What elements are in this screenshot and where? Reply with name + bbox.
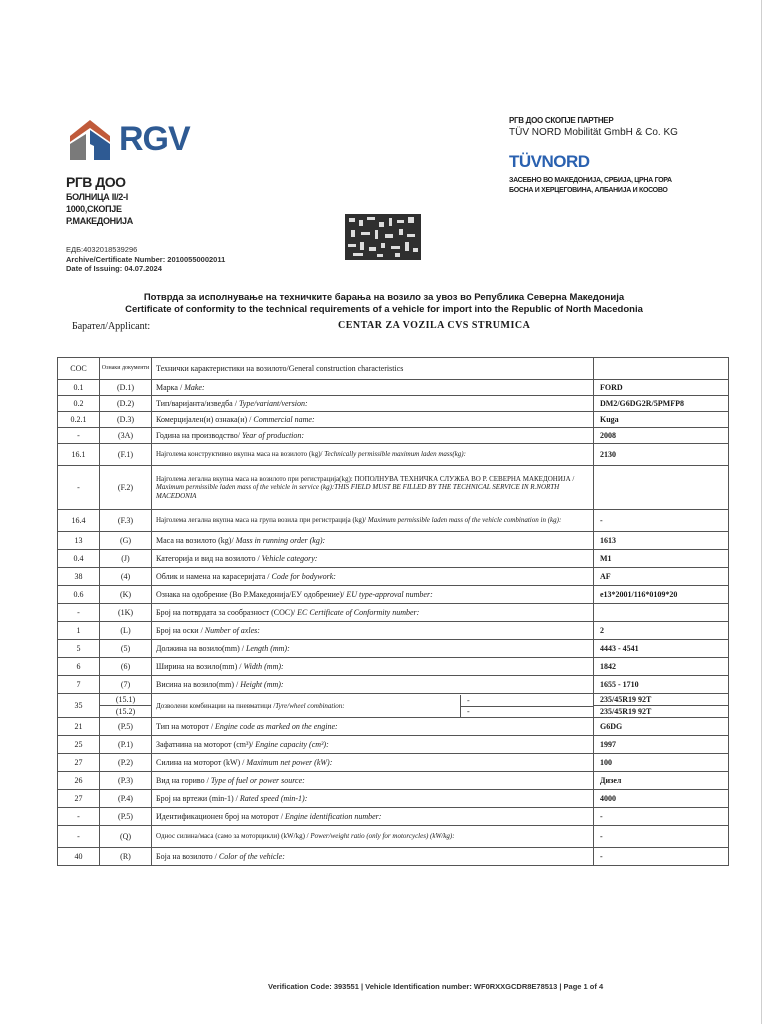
row-description-mk: Должина на возило(mm) / bbox=[156, 643, 246, 653]
row-description-en: Width (mm): bbox=[243, 661, 284, 671]
row-description-mk: Марка / bbox=[156, 382, 185, 392]
row-coc: 7 bbox=[58, 676, 100, 694]
row-description-mk: Боја на возилото / bbox=[156, 851, 219, 861]
row-description bbox=[152, 428, 594, 444]
table-row bbox=[58, 622, 729, 640]
row-coc: 0.2.1 bbox=[58, 412, 100, 428]
table-row bbox=[58, 550, 729, 568]
row-value: G6DG bbox=[594, 718, 729, 736]
table-row bbox=[58, 412, 729, 428]
row-code: (Q) bbox=[100, 826, 152, 848]
row-coc: - bbox=[58, 826, 100, 848]
row-description bbox=[152, 444, 594, 466]
row-value: 4000 bbox=[594, 790, 729, 808]
row-description-mk: Зафатнина на моторот (cm³)/ bbox=[156, 739, 256, 749]
row-description bbox=[152, 772, 594, 790]
row-description-en: Maximum permissible laden mass of the vehicle combination in (kg): bbox=[367, 516, 562, 525]
issuer-address-line: 1000,СКОПЈЕ bbox=[66, 204, 122, 214]
row-code: (P.3) bbox=[100, 772, 152, 790]
row-description-en: Height (mm): bbox=[240, 679, 284, 689]
row-description-en: EC Certificate of Conformity number: bbox=[297, 607, 420, 617]
table-row bbox=[58, 568, 729, 586]
archive-label: Archive/Certificate Number: bbox=[66, 254, 166, 264]
row-description bbox=[152, 380, 594, 396]
row-coc: 0.1 bbox=[58, 380, 100, 396]
applicant-value: CENTAR ZA VOZILA CVS STRUMICA bbox=[338, 320, 531, 331]
row-value: 2130 bbox=[594, 444, 729, 466]
row-code: (P.5) bbox=[100, 718, 152, 736]
row-description-mk: Комерцијален(и) ознака(и) / bbox=[156, 414, 254, 424]
row-coc: 35 bbox=[58, 694, 100, 718]
row-description-mk: Ознака на одобрение (Во Р.Македонија/ЕУ одобрение)/ bbox=[156, 589, 347, 599]
table-row bbox=[58, 380, 729, 396]
row-coc: 5 bbox=[58, 640, 100, 658]
row-coc: 13 bbox=[58, 532, 100, 550]
row-description-mk: Категорија и вид на возилото / bbox=[156, 553, 262, 563]
certificate-title-mk: Потврда за исполнување на техничките барања на возило за увоз во Република Северна Македонија bbox=[143, 292, 625, 303]
table-row bbox=[58, 848, 729, 866]
table-row bbox=[58, 640, 729, 658]
row-coc: 25 bbox=[58, 736, 100, 754]
certificate-title-en: Certificate of conformity to the technical requirements of a vehicle for import into the Republic of North Macedonia bbox=[125, 304, 643, 315]
row-description-mk: Однос силина/маса (само за моторцикли) (kW/kg) / bbox=[156, 832, 311, 841]
issuer-name: РГВ ДОО bbox=[66, 174, 126, 190]
row-description-en: Make: bbox=[184, 382, 205, 392]
table-row bbox=[58, 466, 729, 510]
issue-date-label: Date of Issuing: bbox=[66, 264, 123, 273]
row-description bbox=[152, 510, 594, 532]
issue-date: 04.07.2024 bbox=[124, 264, 162, 273]
row-description-mk: Најголема легална вкупна маса на група возила при регистрација (kg)/ bbox=[156, 516, 368, 525]
row-code: (3A) bbox=[100, 428, 152, 444]
row-coc: 0.6 bbox=[58, 586, 100, 604]
row-value: - bbox=[594, 808, 729, 826]
tuv-line3: ЗАСЕБНО ВО МАКЕДОНИЈА, СРБИЈА, ЦРНА ГОРА bbox=[509, 177, 672, 184]
row-value: 2008 bbox=[594, 428, 729, 444]
row-code: (K) bbox=[100, 586, 152, 604]
row-coc: 0.2 bbox=[58, 396, 100, 412]
row-description-en: Number of axles: bbox=[204, 625, 260, 635]
row-description bbox=[152, 676, 594, 694]
row-coc: 16.4 bbox=[58, 510, 100, 532]
row-value: 1655 - 1710 bbox=[594, 676, 729, 694]
row-code: (J) bbox=[100, 550, 152, 568]
row-description bbox=[152, 790, 594, 808]
row-code: (4) bbox=[100, 568, 152, 586]
table-row bbox=[58, 510, 729, 532]
applicant-label: Барател/Applicant: bbox=[72, 321, 151, 332]
header-value bbox=[594, 358, 729, 380]
qr-code bbox=[345, 214, 421, 260]
row-description bbox=[152, 466, 594, 510]
row-code: (F.2) bbox=[100, 466, 152, 510]
row-description-mk: Број на вртежи (min-1) / bbox=[156, 793, 240, 803]
row-value: 1997 bbox=[594, 736, 729, 754]
row-description-mk: Најголема конструктивно вкупна маса на возилото (kg)/ bbox=[156, 450, 325, 459]
row-value: 4443 - 4541 bbox=[594, 640, 729, 658]
table-row-tyres bbox=[58, 694, 729, 706]
row-description bbox=[152, 550, 594, 568]
row-description-en: Technically permissible maximum laden mass(kg): bbox=[324, 450, 466, 459]
row-description bbox=[152, 604, 594, 622]
rgv-logo-text: RGV bbox=[119, 120, 190, 158]
row-value: DM2/G6DG2R/5PMFP8 bbox=[594, 396, 729, 412]
row-description-en: Type/variant/version: bbox=[238, 398, 308, 408]
tyre-dash: - bbox=[467, 706, 470, 716]
row-description bbox=[152, 412, 594, 428]
row-description-en: Maximum permissible laden mass of the vehicle in service (kg):THIS FIELD MUST BE FILLED BY THE TECHNICAL SERVICE IN R.NORTH MACEDONIA bbox=[156, 483, 560, 500]
header-coc: COC bbox=[58, 358, 100, 380]
row-description bbox=[152, 736, 594, 754]
row-value: - bbox=[594, 848, 729, 866]
row-code: (F.1) bbox=[100, 444, 152, 466]
row-code: (15.1) bbox=[100, 694, 152, 706]
row-value: M1 bbox=[594, 550, 729, 568]
row-description bbox=[152, 568, 594, 586]
row-description-en: Maximum net power (kW): bbox=[246, 757, 333, 767]
row-value: 1613 bbox=[594, 532, 729, 550]
row-description-en: Engine code as marked on the engine: bbox=[215, 721, 338, 731]
row-description bbox=[152, 622, 594, 640]
tuv-nord-logo: TÜVNORD bbox=[509, 152, 590, 171]
row-description bbox=[152, 808, 594, 826]
row-code: (G) bbox=[100, 532, 152, 550]
table-row bbox=[58, 676, 729, 694]
row-description-en: Power/weight ratio (only for motorcycles) (kW/kg): bbox=[310, 832, 455, 841]
verification-footer: Verification Code: 393551 | Vehicle Identification number: WF0RXXGCDR8E78513 | Page 1 of 4 bbox=[268, 982, 604, 991]
issuer-address bbox=[66, 174, 133, 227]
row-description bbox=[152, 640, 594, 658]
table-row bbox=[58, 444, 729, 466]
certificate-meta bbox=[66, 245, 225, 274]
row-coc: - bbox=[58, 428, 100, 444]
row-value: e13*2001/116*0109*20 bbox=[594, 586, 729, 604]
row-value: Дизел bbox=[594, 772, 729, 790]
row-value: AF bbox=[594, 568, 729, 586]
tyre-dash: - bbox=[461, 695, 593, 707]
row-value: FORD bbox=[594, 380, 729, 396]
table-row bbox=[58, 532, 729, 550]
tuv-block bbox=[509, 116, 678, 196]
row-description bbox=[152, 658, 594, 676]
row-coc: 21 bbox=[58, 718, 100, 736]
row-description bbox=[152, 754, 594, 772]
table-row bbox=[58, 808, 729, 826]
rgv-house-icon bbox=[66, 116, 114, 162]
tuv-line2: TÜV NORD Mobilität GmbH & Co. KG bbox=[509, 127, 678, 138]
row-value bbox=[594, 604, 729, 622]
table-row bbox=[58, 428, 729, 444]
table-row bbox=[58, 790, 729, 808]
row-description bbox=[152, 826, 594, 848]
row-description bbox=[152, 396, 594, 412]
archive-number: 20100550002011 bbox=[167, 254, 226, 264]
row-code: (D.1) bbox=[100, 380, 152, 396]
row-code: (P.1) bbox=[100, 736, 152, 754]
row-coc: 26 bbox=[58, 772, 100, 790]
characteristics-table bbox=[57, 357, 729, 866]
row-description-mk: Висина на возило(mm) / bbox=[156, 679, 241, 689]
row-description-en: Vehicle category: bbox=[261, 553, 318, 563]
table-header-row bbox=[58, 358, 729, 380]
table-row bbox=[58, 736, 729, 754]
row-coc: 40 bbox=[58, 848, 100, 866]
row-description bbox=[152, 848, 594, 866]
row-coc: 16.1 bbox=[58, 444, 100, 466]
row-description-mk: Година на производство/ bbox=[156, 430, 242, 440]
row-coc: 38 bbox=[58, 568, 100, 586]
row-description-en: Engine identification number: bbox=[285, 811, 382, 821]
row-description-mk: Број на оски / bbox=[156, 625, 205, 635]
row-description-mk: Идентификационен број на моторот / bbox=[156, 811, 285, 821]
row-code: (15.2) bbox=[100, 706, 152, 718]
row-value: 1842 bbox=[594, 658, 729, 676]
row-description-mk: Број на потврдата за сообразност (COC)/ bbox=[156, 607, 298, 617]
row-description-en: Engine capacity (cm³): bbox=[255, 739, 329, 749]
table-row bbox=[58, 754, 729, 772]
table-row bbox=[58, 658, 729, 676]
header-characteristics: Технички карактеристики на возилото/General construction characteristics bbox=[152, 358, 594, 380]
row-value: 2 bbox=[594, 622, 729, 640]
row-code: (6) bbox=[100, 658, 152, 676]
row-description-mk: Силина на моторот (kW) / bbox=[156, 757, 247, 767]
row-coc: - bbox=[58, 808, 100, 826]
table-row bbox=[58, 396, 729, 412]
row-value: Kuga bbox=[594, 412, 729, 428]
table-row bbox=[58, 718, 729, 736]
row-description-en: Year of production: bbox=[241, 430, 305, 440]
row-description bbox=[152, 532, 594, 550]
row-description bbox=[152, 694, 594, 718]
row-description-en: Type of fuel or power source: bbox=[210, 775, 305, 785]
row-coc: 27 bbox=[58, 790, 100, 808]
tuv-line1: РГВ ДОО СКОПЈЕ ПАРТНЕР bbox=[509, 116, 614, 125]
row-description-en: Code for bodywork: bbox=[271, 571, 336, 581]
row-code: (P.2) bbox=[100, 754, 152, 772]
issuer-address-line: БОЛНИЦА II/2-I bbox=[66, 192, 128, 202]
row-description-mk: Вид на гориво / bbox=[156, 775, 211, 785]
issuer-address-line: Р.МАКЕДОНИЈА bbox=[66, 216, 133, 226]
row-code: (L) bbox=[100, 622, 152, 640]
table-row bbox=[58, 586, 729, 604]
table-row bbox=[58, 826, 729, 848]
row-description-en: Color of the vehicle: bbox=[218, 851, 285, 861]
row-description-mk: Облик и намена на карасеријата / bbox=[156, 571, 272, 581]
row-description bbox=[152, 586, 594, 604]
row-value: - bbox=[594, 826, 729, 848]
row-description-en: Mass in running order (kg): bbox=[235, 535, 326, 545]
row-code: (P.4) bbox=[100, 790, 152, 808]
row-description-mk: Ширина на возило(mm) / bbox=[156, 661, 244, 671]
row-coc: - bbox=[58, 604, 100, 622]
row-description-mk: Тип/варијанта/изведба / bbox=[156, 398, 239, 408]
row-code: (D.3) bbox=[100, 412, 152, 428]
row-description-mk: Дозволени комбинации на пневматици / bbox=[156, 701, 276, 710]
row-description-mk: Маса на возилото (kg)/ bbox=[156, 535, 236, 545]
row-code: (5) bbox=[100, 640, 152, 658]
row-description-en: Tyre/wheel combination: bbox=[275, 701, 345, 710]
row-description-en: Rated speed (min-1): bbox=[239, 793, 308, 803]
table-row bbox=[58, 772, 729, 790]
page-edge-line bbox=[761, 0, 762, 1024]
row-code: (F.3) bbox=[100, 510, 152, 532]
row-description-mk: Тип на моторот / bbox=[156, 721, 216, 731]
header-codes: Ознаки документи bbox=[100, 358, 152, 380]
row-value: 100 bbox=[594, 754, 729, 772]
row-coc: 27 bbox=[58, 754, 100, 772]
row-description-en: Length (mm): bbox=[245, 643, 290, 653]
row-description-mk: Најголема легална вкупна маса на возилото при регистрација(kg): ПОПОЛНУВА ТЕХНИЧКА СЛУЖБА ВО Р. СЕВЕРНА МАКЕДОНИЈА / bbox=[156, 474, 575, 483]
row-coc: 0.4 bbox=[58, 550, 100, 568]
edb-number: ЕДБ:4032018539296 bbox=[66, 245, 138, 254]
row-value bbox=[594, 466, 729, 510]
row-value: 235/45R19 92T bbox=[594, 706, 729, 718]
tuv-line4: БОСНА И ХЕРЦЕГОВИНА, АЛБАНИЈА И КОСОВО bbox=[509, 187, 668, 194]
row-code: (D.2) bbox=[100, 396, 152, 412]
table-row bbox=[58, 604, 729, 622]
row-value: - bbox=[594, 510, 729, 532]
row-description-en: EU type-approval number: bbox=[346, 589, 433, 599]
row-code: (R) bbox=[100, 848, 152, 866]
rgv-logo bbox=[66, 116, 190, 166]
row-code: (7) bbox=[100, 676, 152, 694]
row-coc: 1 bbox=[58, 622, 100, 640]
row-value: 235/45R19 92T bbox=[594, 694, 729, 706]
row-description-en: Commercial name: bbox=[253, 414, 315, 424]
row-description bbox=[152, 718, 594, 736]
row-coc: 6 bbox=[58, 658, 100, 676]
row-code: (P.5) bbox=[100, 808, 152, 826]
row-coc: - bbox=[58, 466, 100, 510]
row-code: (1K) bbox=[100, 604, 152, 622]
